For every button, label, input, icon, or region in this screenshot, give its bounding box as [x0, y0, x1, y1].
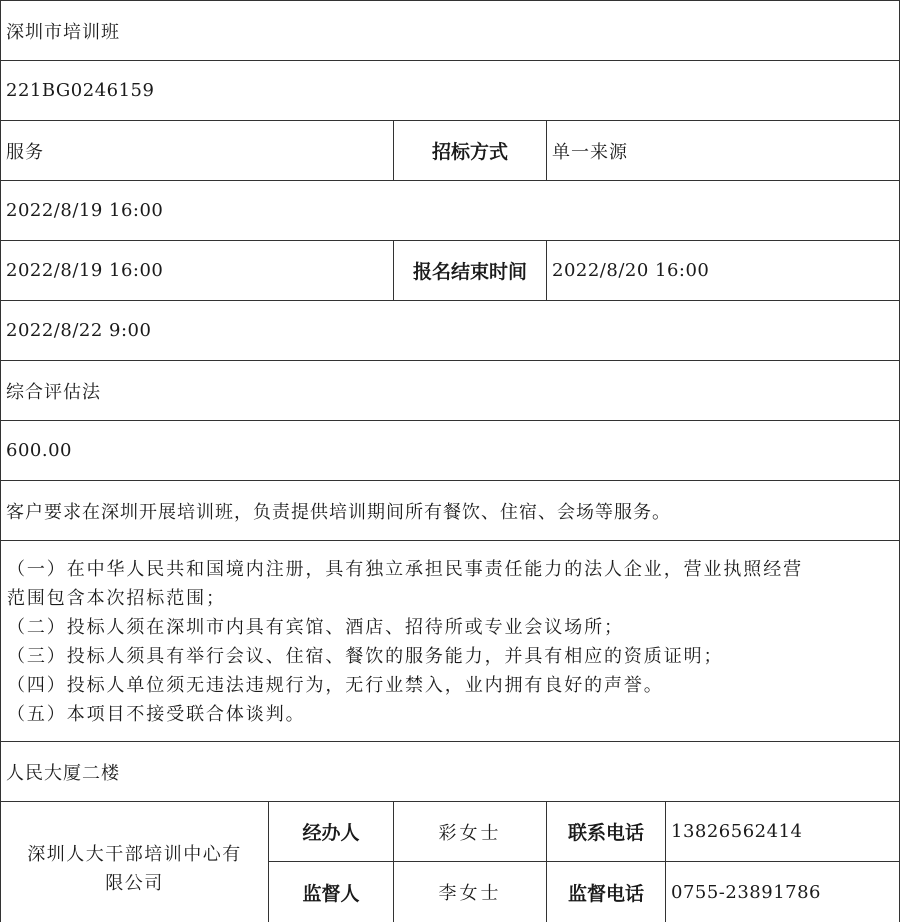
- row-evaluation: [0, 361, 900, 421]
- project-name-cell: [1, 1, 899, 60]
- contact-phone: 13826562414: [671, 821, 803, 842]
- agency-org: [1, 802, 269, 922]
- row-signup: [0, 241, 900, 301]
- requirement-line: （四）投标人单位须无违法违规行为，无行业禁入，业内拥有良好的声誉。: [7, 675, 664, 696]
- row-publish-time: [0, 181, 900, 241]
- bid-method-cell: [546, 121, 900, 180]
- signup-start-cell: [1, 241, 393, 300]
- row-location: [0, 742, 900, 802]
- requirement-line: （一）在中华人民共和国境内注册，具有独立承担民事责任能力的法人企业，营业执照经营: [7, 559, 803, 580]
- requirement-line: 范围包含本次招标范围；: [7, 588, 226, 609]
- signup-end: 2022/8/20 16:00: [552, 260, 710, 281]
- supervisor-phone-label-cell: [546, 862, 665, 922]
- open-time-cell: [1, 301, 899, 360]
- supervisor-phone-label: 监督电话: [567, 882, 644, 905]
- supervisor-label-cell: [269, 862, 393, 922]
- project-name: 深圳市培训班: [6, 21, 120, 43]
- row-category: [0, 121, 900, 181]
- location-cell: [1, 742, 899, 801]
- supervisor-label: 监督人: [302, 882, 360, 905]
- project-code-cell: [1, 61, 899, 120]
- signup-end-label-cell: [393, 241, 546, 300]
- contact-label: 联系电话: [567, 822, 644, 844]
- row-project-name: [0, 0, 900, 61]
- row-project-code: [0, 61, 900, 121]
- handler-label-cell: [269, 802, 393, 861]
- agency-org-line: 限公司: [105, 873, 164, 894]
- agency-org-line: 深圳人大干部培训中心有: [27, 844, 242, 865]
- evaluation-cell: [1, 361, 899, 420]
- open-time: 2022/8/22 9:00: [6, 320, 152, 341]
- signup-start: 2022/8/19 16:00: [6, 260, 164, 281]
- supervisor-phone: 0755-23891786: [671, 881, 822, 903]
- budget-cell: [1, 421, 899, 480]
- category-value: 服务: [6, 141, 44, 163]
- row-agency: [0, 802, 900, 922]
- row-description: [0, 481, 900, 541]
- handler-label: 经办人: [302, 822, 360, 844]
- category-cell: [1, 121, 393, 180]
- description-cell: [1, 481, 899, 540]
- supervisor-name: 李女士: [438, 883, 502, 904]
- row-budget: [0, 421, 900, 481]
- requirement-line: （三）投标人须具有举行会议、住宿、餐饮的服务能力，并具有相应的资质证明；: [7, 646, 724, 667]
- contact-phone-cell: [665, 802, 900, 861]
- bid-method-value: 单一来源: [552, 141, 628, 163]
- project-code: 221BG0246159: [6, 80, 155, 101]
- evaluation-method: 综合评估法: [6, 381, 101, 403]
- handler-row: [269, 802, 899, 862]
- requirements-list: [1, 541, 899, 729]
- publish-time: 2022/8/19 16:00: [6, 200, 164, 221]
- handler-name-cell: [393, 802, 546, 861]
- bid-method-label-cell: [393, 121, 546, 180]
- requirement-line: （二）投标人须在深圳市内具有宾馆、酒店、招待所或专业会议场所；: [7, 617, 624, 638]
- bid-method-label: 招标方式: [431, 141, 508, 163]
- supervisor-name-cell: [393, 862, 546, 922]
- publish-time-cell: [1, 181, 899, 240]
- signup-end-label: 报名结束时间: [412, 261, 527, 283]
- row-open-time: [0, 301, 900, 361]
- handler-name: 彩女士: [438, 822, 502, 844]
- agency-contacts: [269, 802, 899, 922]
- supervisor-phone-cell: [665, 862, 900, 922]
- budget-value: 600.00: [6, 440, 72, 461]
- signup-end-cell: [546, 241, 900, 300]
- requirement-line: （五）本项目不接受联合体谈判。: [7, 704, 306, 725]
- description-text: 客户要求在深圳开展培训班，负责提供培训期间所有餐饮、住宿、会场等服务。: [6, 501, 671, 523]
- row-requirements: [0, 541, 900, 742]
- location-value: 人民大厦二楼: [6, 762, 120, 784]
- supervisor-row: [269, 862, 899, 922]
- contact-label-cell: [546, 802, 665, 861]
